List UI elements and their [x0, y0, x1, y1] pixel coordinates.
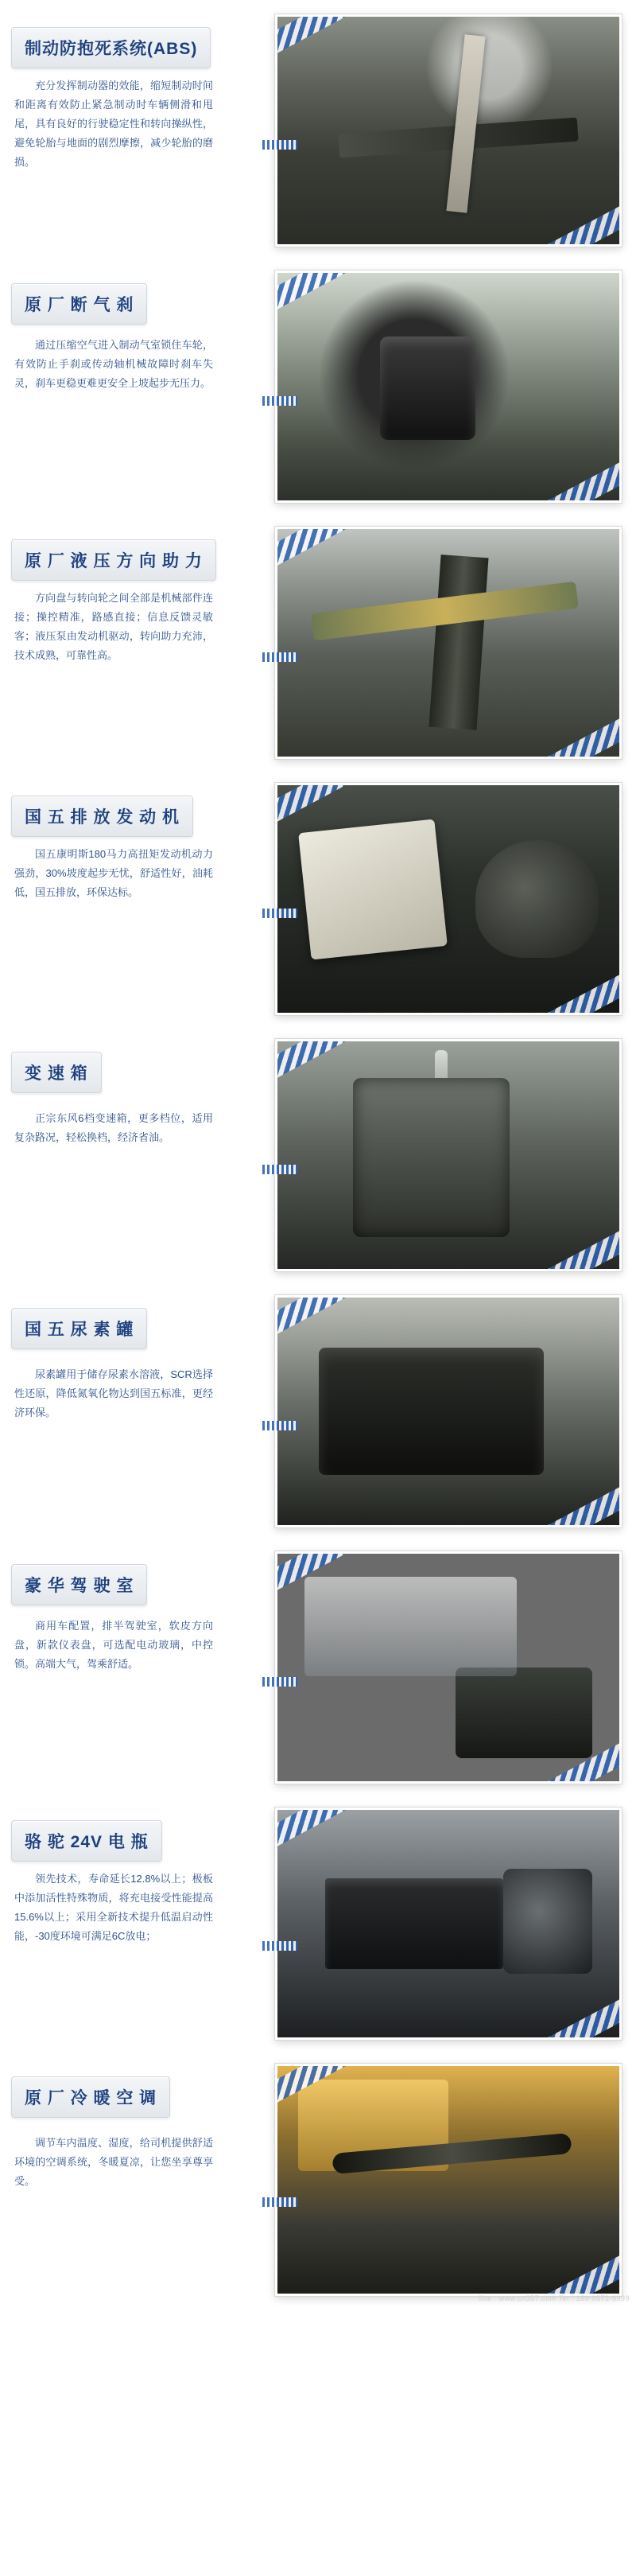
feature-title-wrap: [11, 539, 210, 581]
feature-description: 领先技术，寿命延长12.8%以上；极板中添加活性特殊物质，将充电接受性能提高15.6%以上；采用全新技术提升低温启动性能，-30度环境可满足6C放电；: [14, 1873, 213, 1942]
stripe-decoration-icon: [262, 1941, 297, 1951]
feature-title: 骆 驼 24V 电 瓶: [11, 1820, 162, 1862]
feature-title-wrap: [11, 283, 210, 325]
stripe-decoration-icon: [262, 396, 297, 406]
feature-description: 通过压缩空气进入制动气室锁住车轮，有效防止手刹或传动轴机械故障时刹车失灵，刹车更稳更难更安全上坡起步无压力。: [14, 339, 213, 389]
urea-tank-photo: [275, 1295, 622, 1527]
feature-description: 调节车内温度、湿度，给司机提供舒适环境的空调系统，冬暖夏凉，让您坐享尊享受。: [14, 2137, 213, 2187]
feature-title: 原 厂 冷 暖 空 调: [11, 2076, 170, 2118]
air-brake-chamber-photo: [275, 270, 622, 503]
factory-air-conditioner-photo: [275, 2064, 622, 2296]
stripe-decoration-icon: [262, 909, 297, 918]
stripe-decoration-icon: [262, 1165, 297, 1174]
feature-section-air-conditioner: [0, 2049, 636, 2306]
feature-description: 充分发挥制动器的效能，缩短制动时间和距离有效防止紧急制动时车辆侧滑和甩尾，具有良好的行驶稳定性和转向操纵性，避免轮胎与地面的剧烈摩擦，减少轮胎的磨损。: [14, 80, 213, 168]
feature-title-wrap: [11, 1052, 210, 1093]
feature-title: 制动防抱死系统(ABS): [11, 27, 211, 68]
feature-title-wrap: [11, 1564, 210, 1605]
feature-title: 豪 华 驾 驶 室: [11, 1564, 147, 1605]
feature-section-urea-tank: [0, 1281, 636, 1537]
feature-section-battery: [0, 1793, 636, 2049]
stripe-decoration-icon: [262, 1677, 297, 1687]
feature-description: 方向盘与转向轮之间全部是机械部件连接；操控精准，路感直接；信息反馈灵敏客；液压泵由发动机驱动，转向助力充沛，技术成熟，可靠性高。: [14, 592, 213, 661]
feature-title: 国 五 尿 素 罐: [11, 1308, 147, 1349]
feature-title-wrap: [11, 1308, 210, 1349]
feature-section-cab: [0, 1537, 636, 1793]
feature-description: 尿素罐用于储存尿素水溶液，SCR选择性还原，降低氮氧化物达到国五标准，更经济环保。: [14, 1368, 213, 1418]
feature-section-steering: [0, 512, 636, 769]
feature-description: 正宗东风6档变速箱，更多档位，适用复杂路况，轻松换档，经济省油。: [14, 1112, 213, 1143]
luxury-cab-photo: [275, 1551, 622, 1784]
feature-title: 原 厂 断 气 刹: [11, 283, 147, 325]
feature-section-abs: [0, 0, 636, 256]
feature-title-wrap: [11, 2076, 210, 2118]
feature-section-air-brake: [0, 256, 636, 512]
feature-title-wrap: [11, 1820, 210, 1862]
feature-title: 原 厂 液 压 方 向 助 力: [11, 539, 216, 581]
stripe-decoration-icon: [262, 652, 297, 662]
feature-description: 国五康明斯180马力高扭矩发动机动力强劲，30%坡度起步无忧，舒适性好，油耗低，国五排放，环保达标。: [14, 848, 213, 898]
feature-section-engine: [0, 769, 636, 1025]
stripe-decoration-icon: [262, 2197, 297, 2207]
guowu-engine-photo: [275, 783, 622, 1015]
camel-24v-battery-photo: [275, 1807, 622, 2040]
gearbox-photo: [275, 1039, 622, 1271]
feature-title-wrap: [11, 796, 210, 837]
feature-section-gearbox: [0, 1025, 636, 1281]
stripe-decoration-icon: [262, 140, 297, 150]
stripe-decoration-icon: [262, 1421, 297, 1430]
site-watermark: Site : www.cn357.com Tel : 189-9571-9999: [478, 2294, 630, 2302]
hydraulic-power-steering-photo: [275, 527, 622, 759]
feature-title: 国 五 排 放 发 动 机: [11, 796, 193, 837]
feature-description: 商用车配置，排半驾驶室，软皮方向盘，新款仪表盘，可选配电动玻璃，中控锁。高端大气，驾乘舒适。: [14, 1620, 213, 1670]
feature-title: 变 速 箱: [11, 1052, 102, 1093]
abs-brake-photo: [275, 14, 622, 247]
feature-title-wrap: [11, 27, 210, 68]
